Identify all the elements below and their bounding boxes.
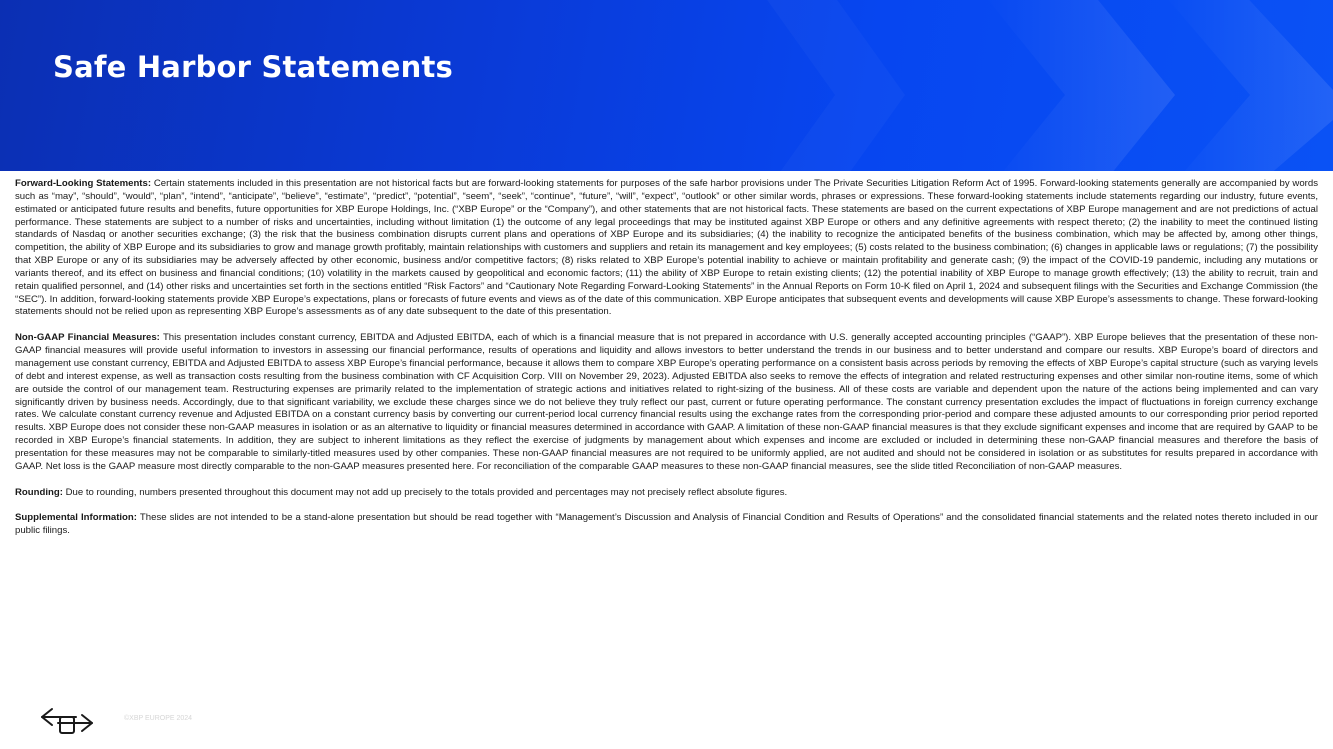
section-text: Due to rounding, numbers presented throughout this document may not add up precisely to the totals provided and percentages may not precisely reflect absolute figures. xyxy=(65,486,788,498)
disclaimer-body xyxy=(15,178,1318,551)
section-text: Certain statements included in this presentation are not historical facts but are forward-looking statements for purposes of the safe harbor provisions under The Private Securities Litigation Reform Act of 1995. Forward-looking statements generally are accompanied by words such as “may”, “should”, “would”, “plan”, “intend”, “anticipate”, “believe”, “estimate”, “predict”, “potential”, “seem”, “seek”, “continue”, “future”, “will”, “expect”, “outlook” or other similar words, phrases or expressions. These forward-looking statements include statements regarding our industry, future events, estimated or anticipated future results and benefits, future opportunities for XBP Europe Holdings, Inc. (“XBP Europe” or the “Company”), and other statements that are not historical facts. These statements are based on the current expectations of XBP Europe management and are not predictions of actual performance. These statements are subject to a number of risks and uncertainties, including without limitation (1) the outcome of any legal proceedings that may be instituted against XBP Europe or others and any definitive agreements with respect thereto; (2) the inability to meet the continued listing standards of Nasdaq or another securities exchange; (3) the risk that the business combination disrupts current plans and operations of XBP Europe and its subsidiaries; (4) the inability to recognize the anticipated benefits of the business combination, which may be affected by, among other things, competition, the ability of XBP Europe and its subsidiaries to grow and manage growth profitably, maintain relationships with customers and suppliers and retain its management and key employees; (5) costs related to the business combination; (6) changes in applicable laws or regulations; (7) the possibility that XBP Europe or any of its subsidiaries may be adversely affected by other economic, business and/or competitive factors; (8) risks related to XBP Europe’s potential inability to achieve or maintain profitability and generate cash; (9) the impact of the COVID-19 pandemic, including any mutations or variants thereof, and its effect on business and financial conditions; (10) volatility in the markets caused by geopolitical and economic factors; (11) the ability of XBP Europe to retain existing clients; (12) the potential inability of XBP Europe to manage growth effectively; (13) the ability to recruit, train and retain qualified personnel, and (14) other risks and uncertainties set forth in the sections entitled “Risk Factors” and “Cautionary Note Regarding Forward-Looking Statements” in the Annual Reports on Form 10-K filed on April 1, 2024 and subsequent filings with the Securities and Exchange Commission (the “SEC”). In addition, forward-looking statements provide XBP Europe’s expectations, plans or forecasts of future events and views as of the date of this communication. XBP Europe anticipates that subsequent events and developments will cause XBP Europe’s assessments to change. These forward-looking statements should not be relied upon as representing XBP Europe’s assessments as of any date subsequent to the date of this presentation. xyxy=(15,178,1318,318)
section-heading: Forward-Looking Statements: xyxy=(15,178,152,189)
header-banner xyxy=(0,0,1333,171)
section-heading: Supplemental Information: xyxy=(15,512,137,524)
section-rounding xyxy=(15,487,1318,500)
section-non-gaap xyxy=(15,332,1318,473)
xbp-logo-icon xyxy=(40,703,94,737)
section-heading: Non-GAAP Financial Measures: xyxy=(15,332,160,344)
section-forward-looking xyxy=(15,178,1318,319)
section-text: These slides are not intended to be a stand-alone presentation but should be read together with “Management’s Discussion and Analysis of Financial Condition and Results of Operations” and the consolidated financial statements and the related notes thereto included in our public filings. xyxy=(15,512,1318,537)
copyright-text: ©XBP EUROPE 2024 xyxy=(124,715,193,722)
section-heading: Rounding: xyxy=(15,486,63,498)
section-supplemental xyxy=(15,512,1318,538)
section-text: This presentation includes constant currency, EBITDA and Adjusted EBITDA, each of which is a financial measure that is not prepared in accordance with U.S. generally accepted accounting principles (“GAAP”). XBP Europe believes that the presentation of these non-GAAP financial measures will provide useful information to investors in assessing our financial performance, results of operations and liquidity and allows investors to better understand the trends in our business and to better understand and compare our results. XBP Europe’s board of directors and management use constant currency, EBITDA and Adjusted EBITDA to assess XBP Europe’s financial performance, because it allows them to compare XBP Europe’s operating performance on a consistent basis across periods by removing the effects of XBP Europe’s capital structure (such as varying levels of debt and interest expense, as well as transaction costs resulting from the business combination with CF Acquisition Corp. VIII on November 29, 2023). Adjusted EBITDA also seeks to remove the effects of integration and related restructuring expenses and other similar non-routine items, some of which are outside the control of our management team. Restructuring expenses are primarily related to the implementation of strategic actions and initiatives related to right-sizing of the business. All of these costs are variable and dependent upon the nature of the actions being implemented and can vary significantly driven by business needs. Accordingly, due to that significant variability, we exclude these charges since we do not believe they truly reflect our past, current or future operating performance. The constant currency presentation excludes the impact of fluctuations in foreign currency exchange rates. We calculate constant currency revenue and Adjusted EBITDA on a constant currency basis by converting our current-period local currency financial results using the exchange rates from the corresponding prior-period and compare these adjusted amounts to our corresponding prior period reported results. XBP Europe does not consider these non-GAAP measures in isolation or as an alternative to liquidity or financial measures determined in accordance with GAAP. A limitation of these non-GAAP financial measures is that they exclude significant expenses and income that are required by GAAP to be recorded in XBP Europe’s financial statements. In addition, they are subject to inherent limitations as they reflect the exercise of judgments by management about which expenses and income are excluded or included in determining these non-GAAP financial measures and therefore the basis of presentation for these measures may not be comparable to similarly-titled measures used by other companies. These non-GAAP financial measures are not required to be uniformly applied, are not audited and should not be considered in isolation or as substitutes for results prepared in accordance with GAAP. Net loss is the GAAP measure most directly comparable to the non-GAAP measures presented here. For reconciliation of the comparable GAAP measures to these non-GAAP financial measures, see the slide titled Reconciliation of non-GAAP measures. xyxy=(15,332,1318,472)
page-title: Safe Harbor Statements xyxy=(53,50,453,84)
